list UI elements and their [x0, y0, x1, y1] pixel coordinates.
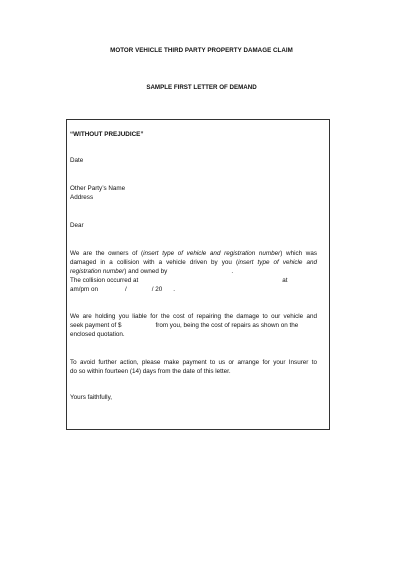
p1-l5-year: / 20 [151, 286, 163, 293]
p1-l5-text: am/pm on [70, 286, 98, 293]
paragraph-1-line-2 [70, 258, 317, 267]
p1-l2-text: damaged in a collision with a vehicle driven by you ( [70, 259, 239, 266]
p1-l2-italic: insert type of vehicle and [238, 259, 317, 266]
p1-l3-text: ) and owned by [124, 268, 168, 275]
p1-l1-end: ) which was [280, 250, 317, 257]
document-subtitle: SAMPLE FIRST LETTER OF DEMAND [146, 84, 257, 91]
p1-l1-text: We are the owners of ( [70, 250, 144, 257]
paragraph-1-line-3 [70, 267, 233, 276]
address-line: Address [70, 194, 94, 201]
paragraph-1-line-1 [70, 249, 317, 258]
paragraph-2-line-2 [70, 321, 298, 330]
p1-l4-text: The collision occurred at [70, 277, 139, 284]
date-label: Date [70, 157, 84, 164]
paragraph-2-line-1: We are holding you liable for the cost of repairing the damage to our vehicle and [70, 313, 317, 320]
paragraph-3-line-2: do so within fourteen (14) days from the date of this letter. [70, 368, 231, 375]
paragraph-3-line-1: To avoid further action, please make payment to us or arrange for your Insurer to [70, 359, 317, 366]
document-title: MOTOR VEHICLE THIRD PARTY PROPERTY DAMAGE CLAIM [110, 47, 293, 54]
paragraph-1-line-5 [70, 285, 175, 294]
other-party-name: Other Party’s Name [70, 185, 126, 192]
paragraph-1-line-4 [70, 276, 288, 285]
p1-l3-italic: registration number [70, 268, 125, 275]
letter-heading: “WITHOUT PREJUDICE” [70, 131, 144, 138]
p2-l2-text: seek payment of $ [70, 322, 122, 329]
letter-box [66, 119, 330, 430]
p2-l2-rest: from you, being the cost of repairs as shown on the [155, 322, 299, 329]
p1-l3-period: . [231, 268, 234, 275]
p1-l5-period: . [173, 286, 176, 293]
p1-l1-italic: insert type of vehicle and registration number [143, 250, 281, 257]
paragraph-2-line-3: enclosed quotation. [70, 331, 125, 338]
p1-l5-slash-1: / [125, 286, 127, 293]
p1-l4-at: at [282, 277, 288, 284]
closing: Yours faithfully, [70, 394, 113, 401]
salutation: Dear [70, 222, 84, 229]
